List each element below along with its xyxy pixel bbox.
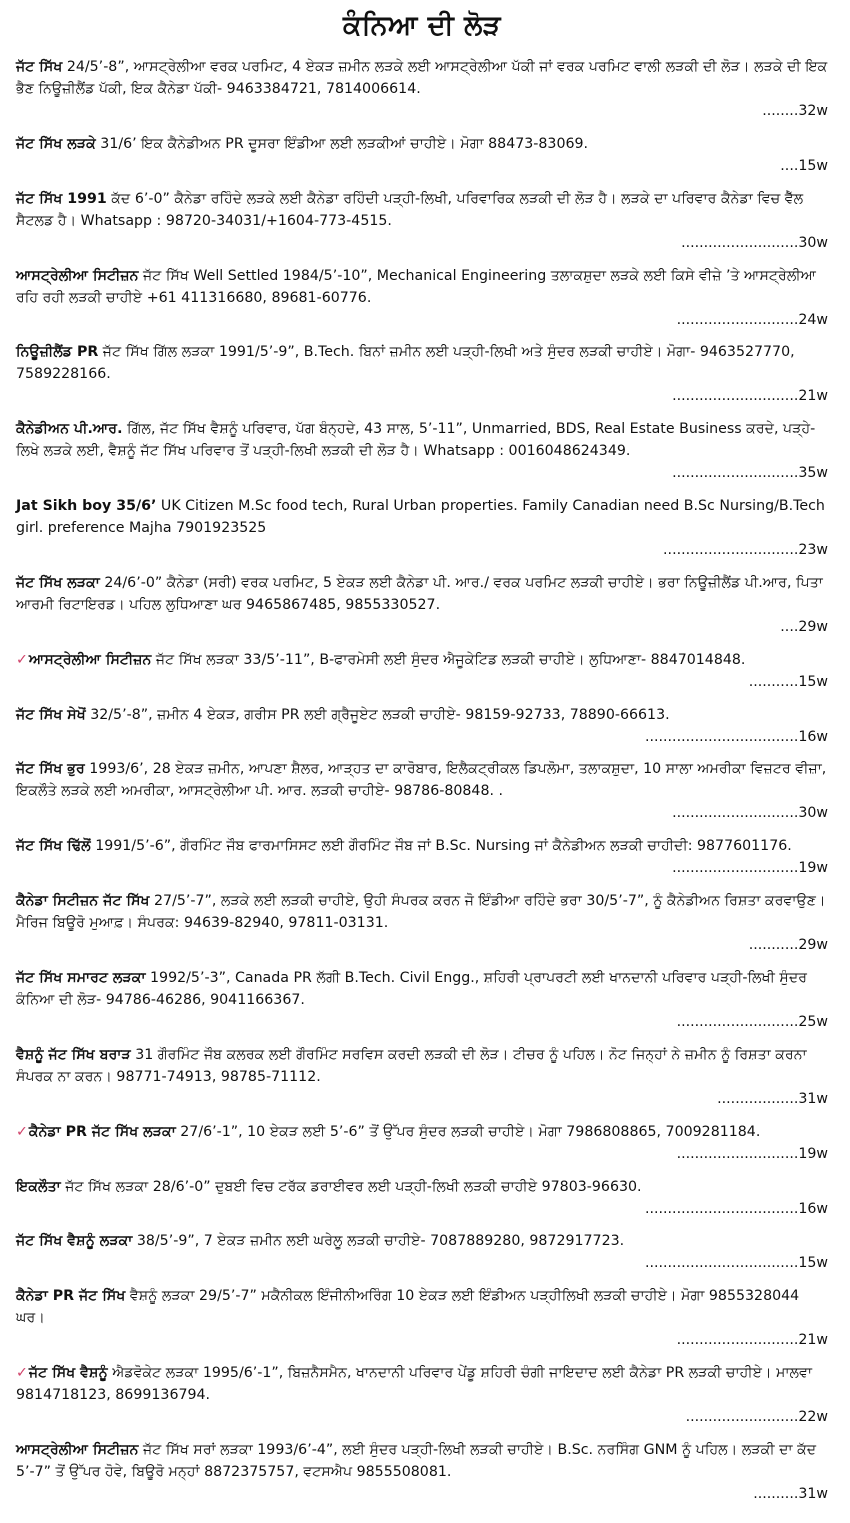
ad-body: UK Citizen M.Sc food tech, Rural Urban properties. Family Canadian need B.Sc Nursing/B.Tech girl. preference Majha 7901923525 (16, 498, 825, 537)
ad-lead: ਜੱਟ ਸਿੱਖ ਸੇਖੋਂ (16, 706, 86, 723)
ad-lead: ਜੱਟ ਸਿੱਖ 1991 (16, 190, 107, 207)
ad-body: ਜੱਟ ਸਿੱਖ ਸਰਾਂ ਲੜਕਾ 1993/6’-4”, ਲਈ ਸੁੰਦਰ ਪੜ੍ਹੀ-ਲਿਖੀ ਲੜਕੀ ਚਾਹੀਏ। B.Sc. ਨਰਸਿੰਗ GNM ਨੂੰ ਪਹਿਲ। ਲੜਕੀ ਦਾ ਕੱਦ 5’-7” ਤੋਂ ਉੱਪਰ ਹੋਵੇ, ਬਿਊਰੋ ਮਨ੍ਹਾਂ 8872375757, ਵਟਸਐਪ 9855508081. (16, 1441, 817, 1480)
ad-lead: ਜੱਟ ਸਿੱਖ ਭੁਰ (16, 761, 85, 778)
ad-text (16, 341, 828, 385)
classified-ad (16, 572, 828, 638)
ad-lead: ਕੈਨੇਡਾ PR ਜੱਟ ਸਿੱਖ (16, 1288, 126, 1305)
classified-ad (16, 265, 828, 331)
ad-code: ...........................21w (676, 1332, 828, 1349)
ad-text (16, 1439, 828, 1483)
classified-ad (16, 1230, 828, 1274)
classified-ad (16, 649, 828, 693)
ad-text (16, 56, 828, 100)
page-title: ਕੰਨਿਆ ਦੀ ਲੋੜ (342, 10, 502, 41)
ad-lead: ਜੱਟ ਸਿੱਖ ਵੈਸ਼ਨੂੰ ਲੜਕਾ (16, 1233, 133, 1250)
ad-body: ਕੱਦ 6’-0” ਕੈਨੇਡਾ ਰਹਿੰਦੇ ਲੜਕੇ ਲਈ ਕੈਨੇਡਾ ਰਹਿੰਦੀ ਪੜ੍ਹੀ-ਲਿਖੀ, ਪਰਿਵਾਰਿਕ ਲੜਕੀ ਦੀ ਲੋੜ ਹੈ। ਲੜਕੇ ਦਾ ਪਰਿਵਾਰ ਕੈਨੇਡਾ ਵਿਚ ਵੈੱਲ ਸੈਟਲਡ ਹੈ। Whatsapp : 98720-34031/+1604-773-4515. (16, 190, 804, 229)
ad-lead: ਨਿਊਜ਼ੀਲੈਂਡ PR (16, 344, 99, 361)
ad-text (16, 1285, 828, 1329)
ad-code: ...........29w (748, 937, 828, 954)
ad-text (16, 188, 828, 232)
ad-code: ...........................24w (676, 311, 828, 328)
checkmark-icon: ✓ (16, 651, 28, 668)
checkmark-icon: ✓ (16, 1365, 28, 1382)
ad-text (16, 1230, 828, 1252)
ad-code: ...........................25w (676, 1013, 828, 1030)
ad-lead: ਆਸਟ੍ਰੇਲੀਆ ਸਿਟੀਜ਼ਨ (28, 651, 152, 668)
ad-lead: ਜੱਟ ਸਿੱਖ ਵੈਸ਼ਨੂੰ (28, 1365, 108, 1382)
ad-code: ..........................30w (681, 234, 828, 251)
ad-text (16, 835, 828, 857)
ad-lead: ਜੱਟ ਸਿੱਖ ਲੜਕੇ (16, 135, 96, 152)
ad-text (16, 758, 828, 802)
ad-body: 38/5’-9”, 7 ਏਕੜ ਜ਼ਮੀਨ ਲਈ ਘਰੇਲੂ ਲੜਕੀ ਚਾਹੀਏ- 7087889280, 9872917723. (132, 1233, 625, 1250)
ad-code: .........................22w (685, 1409, 828, 1426)
ad-body: 32/5’-8”, ਜ਼ਮੀਨ 4 ਏਕੜ, ਗਰੀਸ PR ਲਈ ਗ੍ਰੈਜੂਏਟ ਲੜਕੀ ਚਾਹੀਏ- 98159-92733, 78890-66613. (85, 706, 670, 723)
classified-ad (16, 133, 828, 177)
ad-lead: ਜੱਟ ਸਿੱਖ (16, 59, 63, 75)
checkmark-icon: ✓ (16, 1123, 28, 1140)
ad-code: ..............................23w (663, 542, 828, 559)
ad-text (16, 1362, 828, 1406)
classified-ad (16, 495, 828, 561)
ad-text (16, 704, 828, 726)
ad-text (16, 649, 828, 671)
ad-code: ...........15w (748, 673, 828, 690)
ad-body: 1993/6’, 28 ਏਕੜ ਜ਼ਮੀਨ, ਆਪਣਾ ਸ਼ੈਲਰ, ਆੜ੍ਹਤ ਦਾ ਕਾਰੋਬਾਰ, ਇਲੈਕਟ੍ਰੀਕਲ ਡਿਪਲੋਮਾ, ਤਲਾਕਸ਼ੁਦਾ, 10 ਸਾਲਾ ਅਮਰੀਕਾ ਵਿਜ਼ਟਰ ਵੀਜ਼ਾ, ਇਕਲੌਤੇ ਲੜਕੇ ਲਈ ਅਮਰੀਕਾ, ਆਸਟ੍ਰੇਲੀਆ ਪੀ. ਆਰ. ਲੜਕੀ ਚਾਹੀਏ- 98786-80848. . (16, 761, 827, 800)
ad-lead: ਜੱਟ ਸਿੱਖ ਲੜਕਾ (16, 574, 100, 591)
ad-lead: ਜੱਟ ਸਿੱਖ ਢਿੱਲੋਂ (16, 838, 91, 855)
ad-body: ਜੱਟ ਸਿੱਖ ਲੜਕਾ 33/5’-11”, B-ਫਾਰਮੇਸੀ ਲਈ ਸੁੰਦਰ ਐਜੂਕੇਟਿਡ ਲੜਕੀ ਚਾਹੀਏ। ਲੁਧਿਆਣਾ- 8847014848. (151, 651, 746, 668)
ad-text (16, 1176, 828, 1198)
ad-text (16, 572, 828, 616)
ad-lead: ਕੈਨੇਡਾ ਸਿਟੀਜ਼ਨ ਜੱਟ ਸਿੱਖ (16, 893, 150, 910)
ad-body: 24/5’-8”, ਆਸਟ੍ਰੇਲੀਆ ਵਰਕ ਪਰਮਿਟ, 4 ਏਕੜ ਜ਼ਮੀਨ ਲੜਕੇ ਲਈ ਆਸਟ੍ਰੇਲੀਆ ਪੱਕੀ ਜਾਂ ਵਰਕ ਪਰਮਿਟ ਵਾਲੀ ਲੜਕੀ ਦੀ ਲੋੜ। ਲੜਕੇ ਦੀ ਇਕ ਭੈਣ ਨਿਊਜ਼ੀਲੈਂਡ ਪੱਕੀ, ਇਕ ਕੈਨੇਡਾ ਪੱਕੀ- 9463384721, 7814006614. (16, 59, 828, 97)
ad-lead: ਇਕਲੌਤਾ (16, 1178, 61, 1195)
ad-lead: ਕੈਨੇਡਾ PR ਜੱਟ ਸਿੱਖ ਲੜਕਾ (28, 1123, 176, 1140)
ad-body: ਵੈਸ਼ਨੂੰ ਲੜਕਾ 29/5’-7” ਮਕੈਨੀਕਲ ਇੰਜੀਨੀਅਰਿੰਗ 10 ਏਕੜ ਲਈ ਇੰਡੀਅਨ ਪੜ੍ਹੀਲਿਖੀ ਲੜਕੀ ਚਾਹੀਏ। ਮੋਗਾ 9855328044 ਘਰ। (16, 1288, 800, 1327)
ad-text (16, 265, 828, 309)
ad-text (16, 890, 828, 934)
ad-body: ਐਡਵੋਕੇਟ ਲੜਕਾ 1995/6’-1”, ਬਿਜ਼ਨੈਸਮੈਨ, ਖਾਨਦਾਨੀ ਪਰਿਵਾਰ ਪੇਂਡੂ ਸ਼ਹਿਰੀ ਚੰਗੀ ਜਾਇਦਾਦ ਲਈ ਕੈਨੇਡਾ PR ਲੜਕੀ ਚਾਹੀਏ। ਮਾਲਵਾ 9814718123, 8699136794. (16, 1365, 813, 1404)
classified-ad (16, 188, 828, 254)
ad-body: 24/6’-0” ਕੈਨੇਡਾ (ਸਰੀ) ਵਰਕ ਪਰਮਿਟ, 5 ਏਕੜ ਲਈ ਕੈਨੇਡਾ ਪੀ. ਆਰ./ ਵਰਕ ਪਰਮਿਟ ਲੜਕੀ ਚਾਹੀਏ। ਭਰਾ ਨਿਊਜ਼ੀਲੈਂਡ ਪੀ.ਆਰ, ਪਿਤਾ ਆਰਮੀ ਰਿਟਾਇਰਡ। ਪਹਿਲ ਲੁਧਿਆਣਾ ਘਰ 9465867485, 9855330527. (16, 574, 823, 613)
classified-ad (16, 1285, 828, 1351)
classified-ad (16, 704, 828, 748)
ad-code: ..................................15w (645, 1255, 828, 1272)
ad-body: 31 ਗੌਰਮਿੰਟ ਜੌਬ ਕਲਰਕ ਲਈ ਗੌਰਮਿੰਟ ਸਰਵਿਸ ਕਰਦੀ ਲੜਕੀ ਦੀ ਲੋੜ। ਟੀਚਰ ਨੂੰ ਪਹਿਲ। ਨੋਟ ਜਿਨ੍ਹਾਂ ਨੇ ਜ਼ਮੀਨ ਨੂੰ ਰਿਸ਼ਤਾ ਕਰਨਾ ਸੰਪਰਕ ਨਾ ਕਰਨ। 98771-74913, 98785-71112. (16, 1046, 807, 1085)
ad-body: 31/6’ ਇਕ ਕੈਨੇਡੀਅਨ PR ਦੂਸਰਾ ਇੰਡੀਆ ਲਈ ਲੜਕੀਆਂ ਚਾਹੀਏ। ਮੋਗਾ 88473-83069. (95, 135, 589, 152)
ad-text (16, 133, 828, 155)
classified-ad (16, 1439, 828, 1505)
ads-list (16, 56, 828, 1505)
classified-ad (16, 418, 828, 484)
classified-ad (16, 835, 828, 879)
ad-code: ............................35w (672, 465, 828, 482)
ad-body: 27/6’-1”, 10 ਏਕੜ ਲਈ 5’-6” ਤੋਂ ਉੱਪਰ ਸੁੰਦਰ ਲੜਕੀ ਚਾਹੀਏ। ਮੋਗਾ 7986808865, 7009281184. (175, 1123, 761, 1140)
ad-lead: ਆਸਟ੍ਰੇਲੀਆ ਸਿਟੀਜ਼ਨ (16, 1441, 139, 1458)
ad-body: ਜੱਟ ਸਿੱਖ ਲੜਕਾ 28/6’-0” ਦੁਬਈ ਵਿਚ ਟਰੱਕ ਡਰਾਈਵਰ ਲਈ ਪੜ੍ਹੀ-ਲਿਖੀ ਲੜਕੀ ਚਾਹੀਏ 97803-96630. (60, 1178, 642, 1195)
ad-body: ਜੱਟ ਸਿੱਖ Well Settled 1984/5’-10”, Mechanical Engineering ਤਲਾਕਸ਼ੁਦਾ ਲੜਕੇ ਲਈ ਕਿਸੇ ਵੀਜ਼ੇ ’ਤੇ ਆਸਟ੍ਰੇਲੀਆ ਰਹਿ ਰਹੀ ਲੜਕੀ ਚਾਹੀਏ +61 411316680, 89681-60776. (16, 267, 817, 306)
ad-lead: ਕੈਨੇਡੀਅਨ ਪੀ.ਆਰ. (16, 421, 123, 438)
ad-text (16, 495, 828, 539)
ad-text (16, 1044, 828, 1088)
ad-code: ..........31w (753, 1485, 828, 1502)
ad-code: ...........................19w (676, 1145, 828, 1162)
ad-lead: ਆਸਟ੍ਰੇਲੀਆ ਸਿਟੀਜ਼ਨ (16, 267, 139, 284)
ad-code: ............................30w (672, 805, 828, 822)
ad-code: ..................31w (717, 1090, 828, 1107)
ad-lead: Jat Sikh boy 35/6’ (16, 498, 157, 515)
ad-text (16, 418, 828, 462)
ad-code: ............................19w (672, 860, 828, 877)
ad-body: 27/5’-7”, ਲੜਕੇ ਲਈ ਲੜਕੀ ਚਾਹੀਏ, ਉਹੀ ਸੰਪਰਕ ਕਰਨ ਜੋ ਇੰਡੀਆ ਰਹਿੰਦੇ ਭਰਾ 30/5’-7”, ਨੂੰ ਕੈਨੇਡੀਅਨ ਰਿਸ਼ਤਾ ਕਰਵਾਉਣ। ਮੈਰਿਜ ਬਿਊਰੋ ਮੁਆਫ਼। ਸੰਪਰਕ: 94639-82940, 97811-03131. (16, 893, 826, 932)
ad-body: 1991/5’-6”, ਗੌਰਮਿੰਟ ਜੌਬ ਫਾਰਮਾਸਿਸਟ ਲਈ ਗੌਰਮਿੰਟ ਜੌਬ ਜਾਂ B.Sc. Nursing ਜਾਂ ਕੈਨੇਡੀਅਨ ਲੜਕੀ ਚਾਹੀਦੀ: 9877601176. (90, 838, 792, 855)
ad-body: ਜੱਟ ਸਿੱਖ ਗਿੱਲ ਲੜਕਾ 1991/5’-9”, B.Tech. ਬਿਨਾਂ ਜ਼ਮੀਨ ਲਈ ਪੜ੍ਹੀ-ਲਿਖੀ ਅਤੇ ਸੁੰਦਰ ਲੜਕੀ ਚਾਹੀਏ। ਮੋਗਾ- 9463527770, 7589228166. (16, 344, 795, 383)
ad-code: ........32w (762, 103, 828, 119)
classified-ad (16, 341, 828, 407)
ad-code: ..................................16w (645, 1200, 828, 1217)
classified-ad (16, 1121, 828, 1165)
ad-lead: ਜੱਟ ਸਿੱਖ ਸਮਾਰਟ ਲੜਕਾ (16, 969, 146, 986)
classified-ad (16, 56, 828, 122)
ad-lead: ਵੈਸ਼ਨੂੰ ਜੱਟ ਸਿੱਖ ਬਰਾੜ (16, 1046, 131, 1063)
ad-body: ਗਿੱਲ, ਜੱਟ ਸਿੱਖ ਵੈਸ਼ਨੂੰ ਪਰਿਵਾਰ, ਪੱਗ ਬੰਨ੍ਹਦੇ, 43 ਸਾਲ, 5’-11”, Unmarried, BDS, Real Estate Business ਕਰਦੇ, ਪੜ੍ਹੇ-ਲਿਖੇ ਲੜਕੇ ਲਈ, ਵੈਸ਼ਨੂੰ ਜੱਟ ਸਿੱਖ ਪਰਿਵਾਰ ਤੋਂ ਪੜ੍ਹੀ-ਲਿਖੀ ਲੜਕੀ ਦੀ ਲੋੜ ਹੈ। Whatsapp : 0016048624349. (16, 421, 816, 460)
ad-code: ............................21w (672, 388, 828, 405)
classified-ad (16, 890, 828, 956)
classified-ad (16, 1044, 828, 1110)
classified-ad (16, 758, 828, 824)
ad-text (16, 967, 828, 1011)
ad-code: ....29w (780, 618, 828, 635)
ad-text (16, 1121, 828, 1143)
ad-code: ....15w (780, 157, 828, 174)
classified-ad (16, 967, 828, 1033)
ad-body: 1992/5’-3”, Canada PR ਲੱਗੀ B.Tech. Civil Engg., ਸ਼ਹਿਰੀ ਪ੍ਰਾਪਰਟੀ ਲਈ ਖਾਨਦਾਨੀ ਪਰਿਵਾਰ ਪੜ੍ਹੀ-ਲਿਖੀ ਸੁੰਦਰ ਕੰਨਿਆ ਦੀ ਲੋੜ- 94786-46286, 9041166367. (16, 969, 808, 1008)
classified-ad (16, 1176, 828, 1220)
classified-ad (16, 1362, 828, 1428)
ad-code: ..................................16w (645, 728, 828, 745)
